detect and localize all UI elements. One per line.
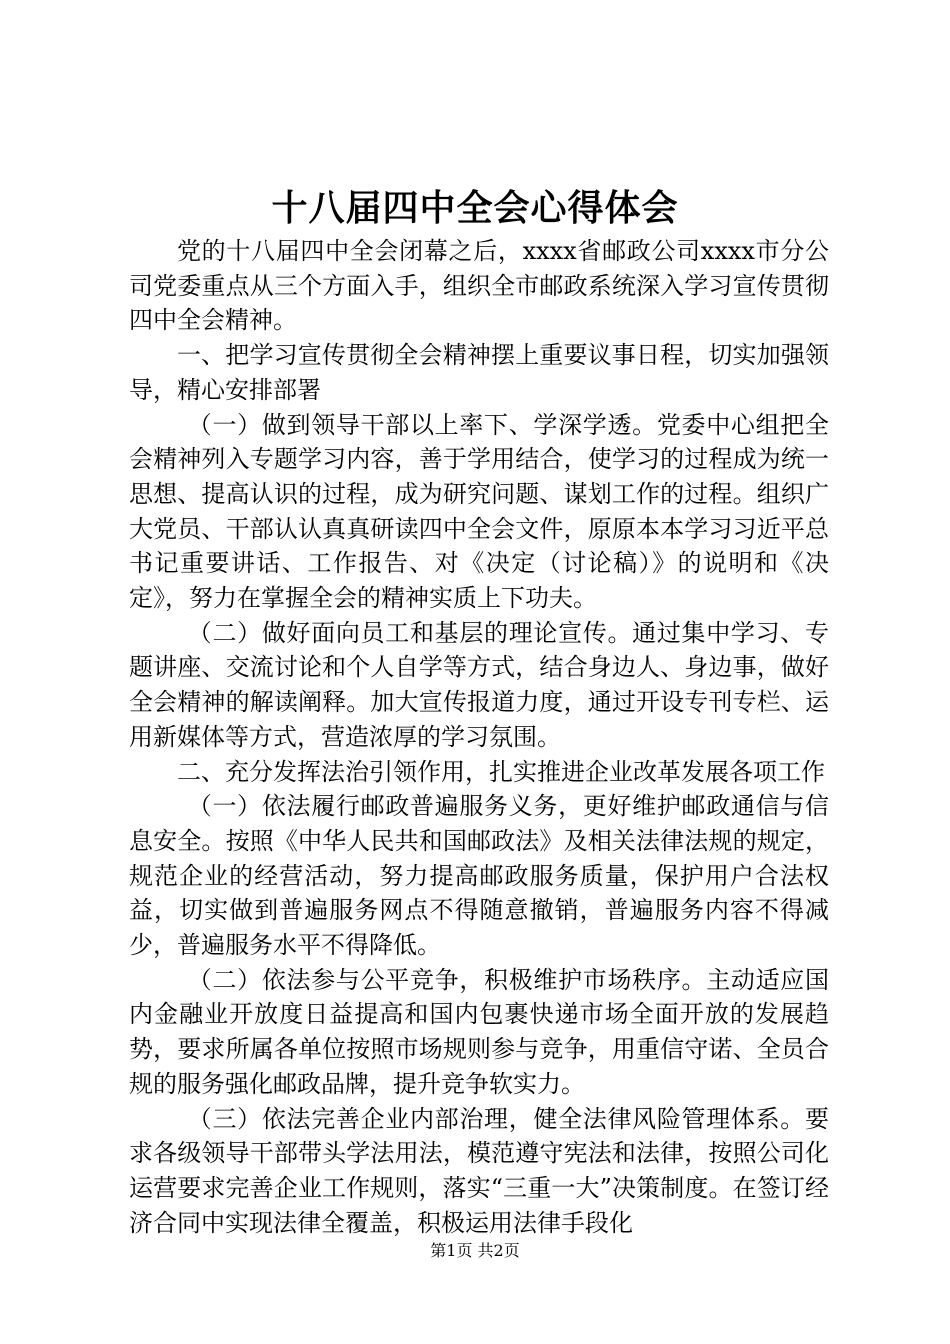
- document-body: [129, 234, 829, 1240]
- page-number-footer: 第1页 共2页: [430, 1241, 520, 1260]
- paragraph-2-2: （二）依法参与公平竞争，积极维护市场秩序。主动适应国内金融业开放度日益提高和国内包裹快递市场全面开放的发展趋势，要求所属各单位按照市场规则参与竞争，用重信守诺、全员合规的服务强化邮政品牌，提升竞争软实力。: [129, 965, 829, 1098]
- section-heading-1: 一、把学习宣传贯彻全会精神摆上重要议事日程，切实加强领导，精心安排部署: [129, 341, 829, 404]
- paragraph-intro: 党的十八届四中全会闭幕之后，xxxx省邮政公司xxxx市分公司党委重点从三个方面入手，组织全市邮政系统深入学习宣传贯彻四中全会精神。: [129, 237, 829, 335]
- paragraph-2-3: （三）依法完善企业内部治理，健全法律风险管理体系。要求各级领导干部带头学法用法，模范遵守宪法和法律，按照公司化运营要求完善企业工作规则，落实“三重一大”决策制度。在签订经济合同中实现法律全覆盖，积极运用法律手段化: [129, 1104, 829, 1237]
- paragraph-1-1: （一）做到领导干部以上率下、学深学透。党委中心组把全会精神列入专题学习内容，善于学用结合，使学习的过程成为统一思想、提高认识的过程，成为研究问题、谋划工作的过程。组织广大党员、干部认认真真研读四中全会文件，原原本本学习习近平总书记重要讲话、工作报告、对《决定（讨论稿）》的说明和《决定》，努力在掌握全会的精神实质上下功夫。: [129, 410, 829, 613]
- document-title: 十八届四中全会心得体会: [271, 187, 679, 229]
- paragraph-2-1: （一）依法履行邮政普遍服务义务，更好维护邮政通信与信息安全。按照《中华人民共和国邮政法》及相关法律法规的规定，规范企业的经营活动，努力提高邮政服务质量，保护用户合法权益，切实做到普遍服务网点不得随意撤销，普遍服务内容不得减少，普遍服务水平不得降低。: [129, 792, 829, 960]
- section-heading-2: 二、充分发挥法治引领作用，扎实推进企业改革发展各项工作: [177, 757, 825, 786]
- paragraph-1-2: （二）做好面向员工和基层的理论宣传。通过集中学习、专题讲座、交流讨论和个人自学等方式，结合身边人、身边事，做好全会精神的解读阐释。加大宣传报道力度，通过开设专刊专栏、运用新媒体等方式，营造浓厚的学习氛围。: [129, 618, 829, 751]
